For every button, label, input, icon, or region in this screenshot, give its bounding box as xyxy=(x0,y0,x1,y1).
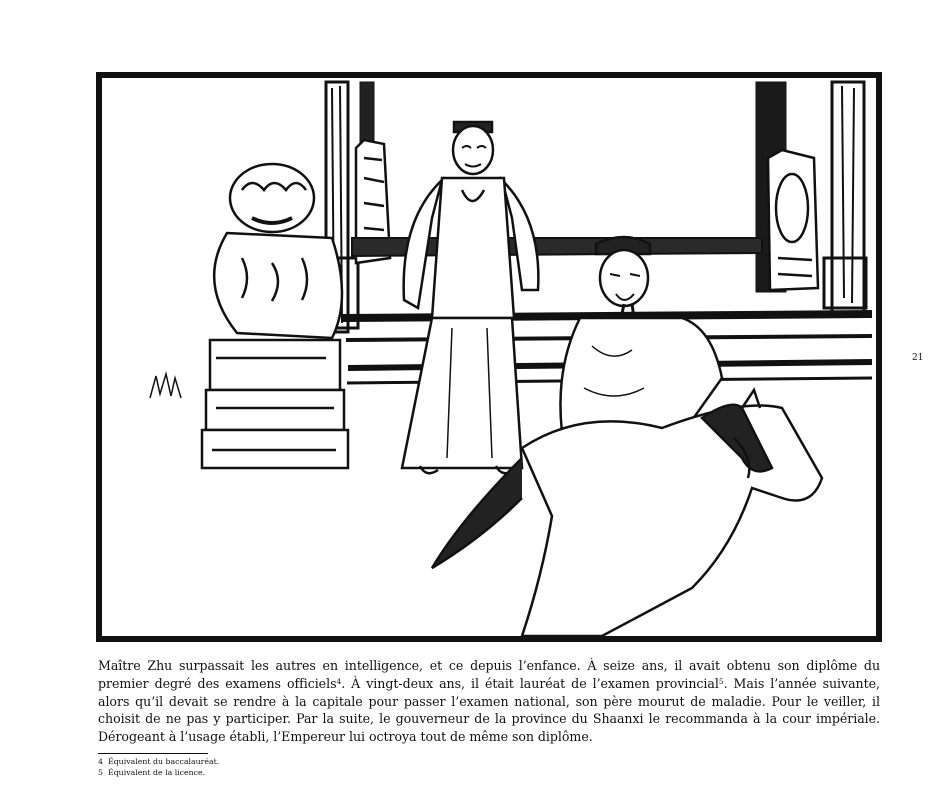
footnote-ref-4: 4 xyxy=(336,676,342,686)
paragraph-part-1: Maître Zhu surpassait les autres en intelligence, et ce depuis l’enfance. À seize ans, il avait obtenu son diplôme du premier degré des examens officiels xyxy=(98,658,880,691)
footnote-text: Équivalent de la licence. xyxy=(108,767,206,777)
footnote-divider xyxy=(98,753,208,754)
paragraph-part-2: . À vingt-deux ans, il était lauréat de l’examen provincial xyxy=(341,675,719,691)
standing-scholar xyxy=(402,122,538,473)
footnote-ref-5: 5 xyxy=(718,676,724,686)
footnote-item xyxy=(98,757,219,768)
footnotes xyxy=(98,757,219,778)
body-paragraph xyxy=(98,657,880,746)
footnote-number: 4 xyxy=(98,757,103,766)
paragraph-part-3: . Mais l’année suivante, alors qu’il devait se rendre à la capitale pour passer l’examen national, son père mourut de maladie. Pour le veiller, il choisit de ne pas y participer. Par la suite, le gouverneur de la province du Shaanxi le recommanda à la cour impériale. Dérogeant à l’usage établi, l’Empereur lui octroya tout de même son diplôme. xyxy=(98,675,880,745)
lion-statue xyxy=(150,164,348,468)
illustration-drawing xyxy=(102,78,876,636)
page-number: 21 xyxy=(912,353,924,363)
comic-panel xyxy=(96,72,882,642)
footnote-item xyxy=(98,768,219,779)
footnote-number: 5 xyxy=(98,767,103,777)
footnote-text: Équivalent du baccalauréat. xyxy=(108,757,220,766)
